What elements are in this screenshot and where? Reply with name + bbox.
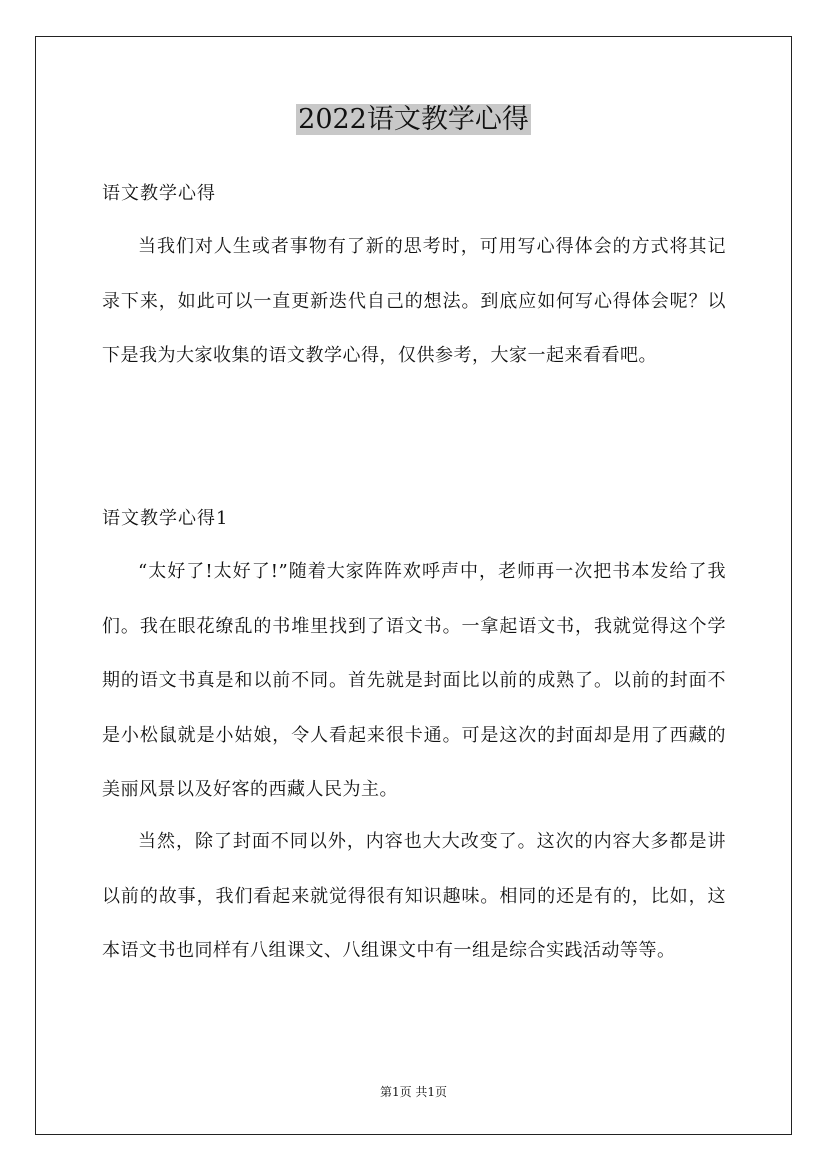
section1-paragraph-1: “太好了!太好了!”随着大家阵阵欢呼声中，老师再一次把书本发给了我们。我在眼花缭乱的书堆里找到了语文书。一拿起语文书，我就觉得这个学期的语文书真是和以前不同。首先就是封面比以前的成熟了。以前的封面不是小松鼠就是小姑娘，令人看起来很卡通。可是这次的封面却是用了西藏的美丽风景以及好客的西藏人民为主。 <box>102 561 726 800</box>
page-footer: 第1页 共1页 <box>379 1085 448 1099</box>
intro-heading: 语文教学心得 <box>102 183 216 204</box>
section1-heading: 语文教学心得1 <box>102 508 229 529</box>
section1-paragraph-2: 当然，除了封面不同以外，内容也大大改变了。这次的内容大多都是讲以前的故事，我们看起来就觉得很有知识趣味。相同的还是有的，比如，这本语文书也同样有八组课文、八组课文中有一组是综合实践活动等等。 <box>102 831 726 961</box>
document-title-text: 2022语文教学心得 <box>298 104 529 135</box>
intro-paragraph: 当我们对人生或者事物有了新的思考时，可用写心得体会的方式将其记录下来，如此可以一直更新迭代自己的想法。到底应如何写心得体会呢？以下是我为大家收集的语文教学心得，仅供参考，大家一起来看看吧。 <box>102 236 726 366</box>
document-title <box>0 100 827 140</box>
